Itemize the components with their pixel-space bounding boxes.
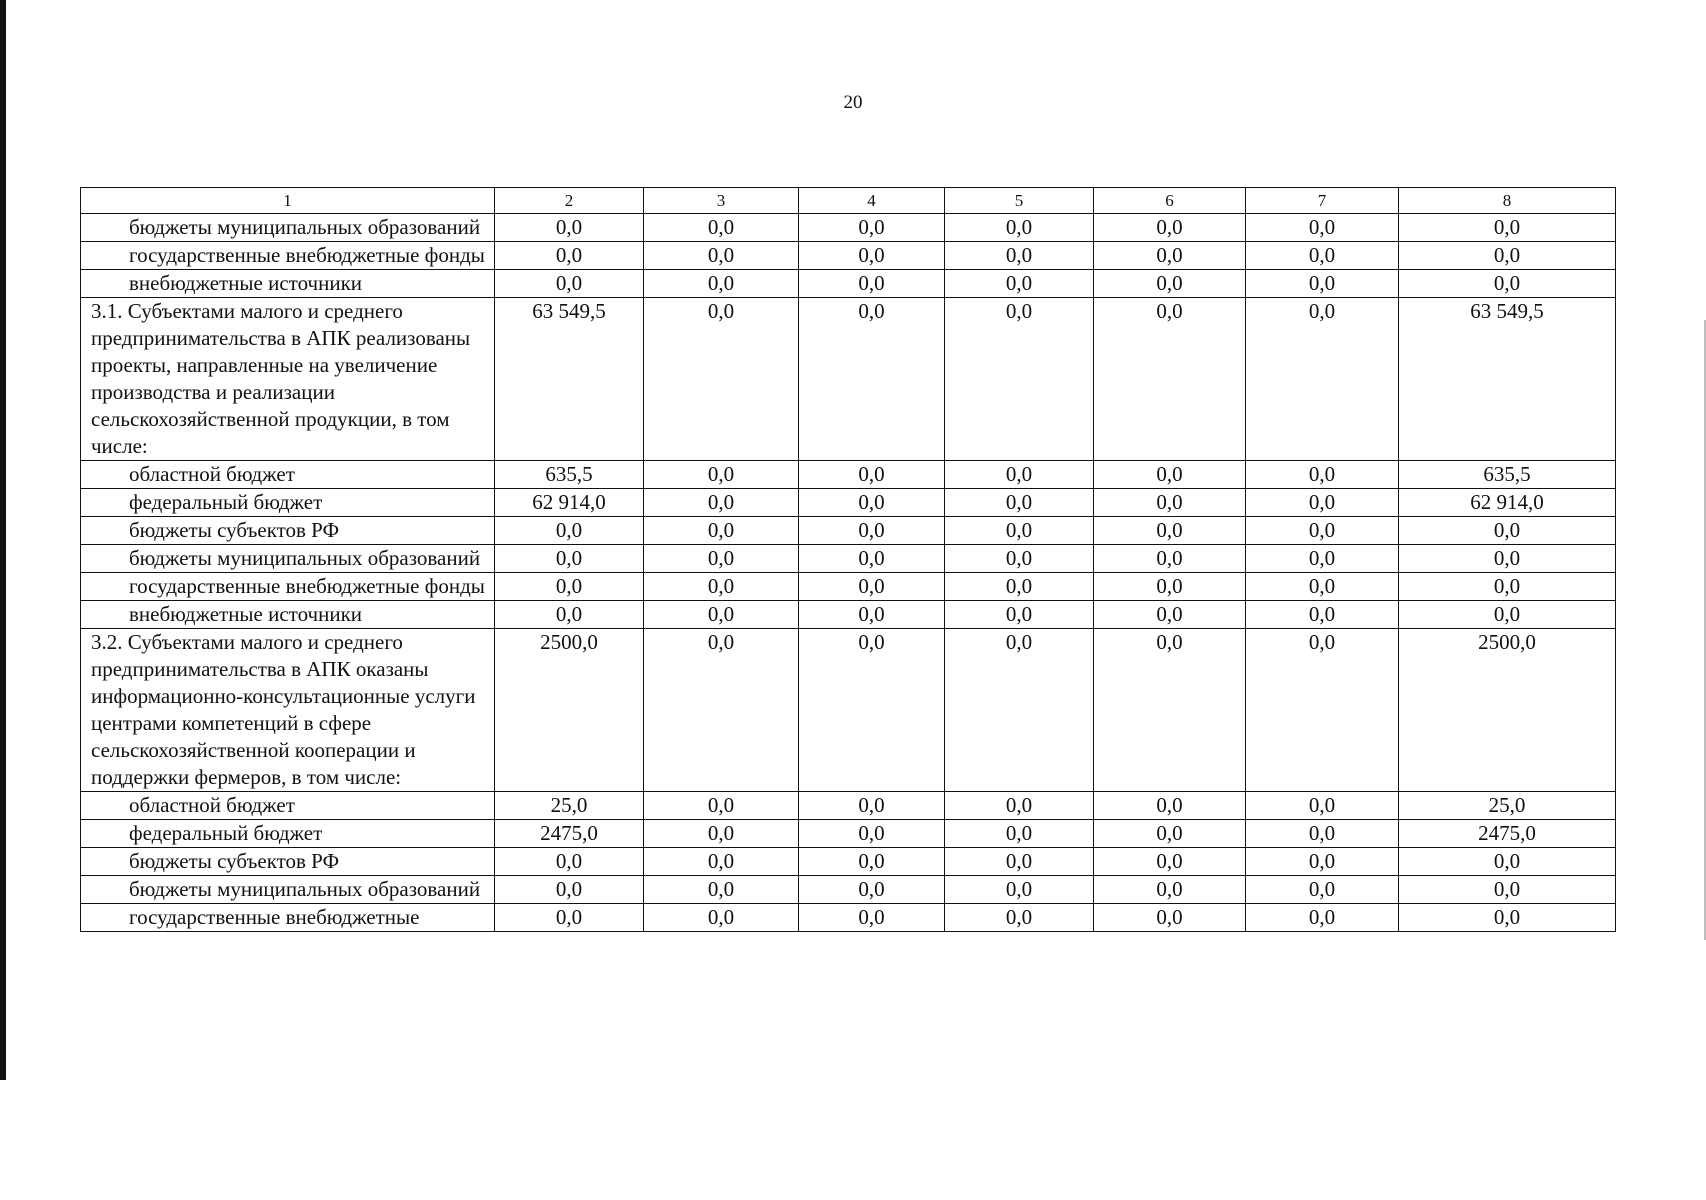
value-cell: 62 914,0 — [495, 489, 644, 517]
value-cell: 0,0 — [1094, 298, 1246, 461]
value-cell: 2500,0 — [495, 629, 644, 792]
value-cell: 0,0 — [1246, 629, 1399, 792]
value-cell: 0,0 — [945, 601, 1094, 629]
value-cell: 0,0 — [644, 298, 799, 461]
value-cell: 0,0 — [495, 601, 644, 629]
table-row — [81, 461, 1616, 489]
value-cell: 0,0 — [1246, 270, 1399, 298]
value-cell: 0,0 — [495, 848, 644, 876]
column-header: 1 — [81, 188, 495, 214]
source-label-cell: бюджеты субъектов РФ — [81, 848, 495, 876]
column-header: 3 — [644, 188, 799, 214]
source-label-cell: бюджеты субъектов РФ — [81, 517, 495, 545]
source-label-cell: бюджеты муниципальных образований — [81, 876, 495, 904]
value-cell: 0,0 — [1246, 904, 1399, 932]
source-label-cell: государственные внебюджетные фонды — [81, 573, 495, 601]
value-cell: 0,0 — [1246, 792, 1399, 820]
value-cell: 0,0 — [945, 489, 1094, 517]
value-cell: 0,0 — [644, 517, 799, 545]
value-cell: 63 549,5 — [1399, 298, 1616, 461]
value-cell: 635,5 — [495, 461, 644, 489]
value-cell: 0,0 — [1094, 517, 1246, 545]
value-cell: 25,0 — [495, 792, 644, 820]
value-cell: 0,0 — [945, 820, 1094, 848]
value-cell: 2500,0 — [1399, 629, 1616, 792]
value-cell: 0,0 — [644, 242, 799, 270]
value-cell: 0,0 — [945, 461, 1094, 489]
value-cell: 0,0 — [1246, 517, 1399, 545]
value-cell: 0,0 — [1094, 820, 1246, 848]
value-cell: 0,0 — [799, 270, 945, 298]
value-cell: 0,0 — [495, 270, 644, 298]
value-cell: 0,0 — [644, 461, 799, 489]
value-cell: 0,0 — [1399, 601, 1616, 629]
value-cell: 0,0 — [1246, 545, 1399, 573]
value-cell: 0,0 — [1246, 573, 1399, 601]
value-cell: 0,0 — [644, 573, 799, 601]
value-cell: 0,0 — [799, 242, 945, 270]
column-header: 2 — [495, 188, 644, 214]
value-cell: 0,0 — [495, 573, 644, 601]
value-cell: 0,0 — [799, 573, 945, 601]
value-cell: 0,0 — [799, 848, 945, 876]
value-cell: 0,0 — [1246, 820, 1399, 848]
value-cell: 63 549,5 — [495, 298, 644, 461]
value-cell: 0,0 — [799, 545, 945, 573]
value-cell: 0,0 — [799, 876, 945, 904]
value-cell: 0,0 — [1399, 573, 1616, 601]
value-cell: 0,0 — [1094, 601, 1246, 629]
value-cell: 0,0 — [1094, 270, 1246, 298]
value-cell: 0,0 — [1094, 214, 1246, 242]
value-cell: 0,0 — [945, 214, 1094, 242]
column-header: 4 — [799, 188, 945, 214]
table-row — [81, 601, 1616, 629]
value-cell: 2475,0 — [495, 820, 644, 848]
source-label-cell: бюджеты муниципальных образований — [81, 214, 495, 242]
value-cell: 0,0 — [495, 876, 644, 904]
value-cell: 0,0 — [644, 792, 799, 820]
value-cell: 0,0 — [1094, 242, 1246, 270]
source-label-cell: внебюджетные источники — [81, 601, 495, 629]
value-cell: 0,0 — [1399, 876, 1616, 904]
value-cell: 0,0 — [1094, 573, 1246, 601]
scan-edge-left — [0, 0, 6, 1080]
value-cell: 0,0 — [945, 573, 1094, 601]
source-label-cell: бюджеты муниципальных образований — [81, 545, 495, 573]
column-header: 8 — [1399, 188, 1616, 214]
value-cell: 635,5 — [1399, 461, 1616, 489]
table-row — [81, 489, 1616, 517]
value-cell: 62 914,0 — [1399, 489, 1616, 517]
value-cell: 0,0 — [495, 517, 644, 545]
value-cell: 25,0 — [1399, 792, 1616, 820]
value-cell: 0,0 — [495, 242, 644, 270]
value-cell: 0,0 — [799, 298, 945, 461]
value-cell: 0,0 — [945, 517, 1094, 545]
table-row — [81, 876, 1616, 904]
value-cell: 0,0 — [799, 517, 945, 545]
value-cell: 0,0 — [644, 876, 799, 904]
value-cell: 0,0 — [1094, 904, 1246, 932]
value-cell: 0,0 — [1399, 214, 1616, 242]
value-cell: 0,0 — [799, 629, 945, 792]
value-cell: 0,0 — [945, 904, 1094, 932]
table-body — [81, 214, 1616, 932]
value-cell: 0,0 — [1094, 461, 1246, 489]
page-number: 20 — [843, 92, 863, 113]
source-label-cell: федеральный бюджет — [81, 820, 495, 848]
value-cell: 0,0 — [945, 876, 1094, 904]
value-cell: 0,0 — [799, 792, 945, 820]
table-row — [81, 848, 1616, 876]
value-cell: 0,0 — [1094, 792, 1246, 820]
value-cell: 0,0 — [1399, 270, 1616, 298]
value-cell: 0,0 — [644, 848, 799, 876]
table-row — [81, 517, 1616, 545]
value-cell: 0,0 — [1094, 545, 1246, 573]
value-cell: 0,0 — [644, 629, 799, 792]
source-label-cell: федеральный бюджет — [81, 489, 495, 517]
value-cell: 0,0 — [945, 270, 1094, 298]
value-cell: 0,0 — [1246, 214, 1399, 242]
value-cell: 0,0 — [644, 904, 799, 932]
source-label-cell: государственные внебюджетные фонды — [81, 242, 495, 270]
table-row — [81, 214, 1616, 242]
value-cell: 0,0 — [495, 545, 644, 573]
value-cell: 0,0 — [945, 545, 1094, 573]
table-row — [81, 270, 1616, 298]
value-cell: 0,0 — [644, 214, 799, 242]
value-cell: 0,0 — [945, 792, 1094, 820]
value-cell: 0,0 — [1246, 298, 1399, 461]
column-header: 5 — [945, 188, 1094, 214]
value-cell: 0,0 — [799, 214, 945, 242]
value-cell: 0,0 — [1399, 242, 1616, 270]
value-cell: 0,0 — [495, 214, 644, 242]
value-cell: 0,0 — [644, 820, 799, 848]
value-cell: 0,0 — [1094, 489, 1246, 517]
value-cell: 0,0 — [1094, 629, 1246, 792]
value-cell: 0,0 — [1399, 545, 1616, 573]
budget-table — [80, 187, 1616, 932]
value-cell: 0,0 — [495, 904, 644, 932]
value-cell: 0,0 — [1246, 242, 1399, 270]
table-row — [81, 820, 1616, 848]
value-cell: 0,0 — [1246, 848, 1399, 876]
table-row — [81, 242, 1616, 270]
value-cell: 0,0 — [799, 904, 945, 932]
value-cell: 0,0 — [1399, 848, 1616, 876]
table-row — [81, 545, 1616, 573]
value-cell: 0,0 — [799, 461, 945, 489]
value-cell: 0,0 — [799, 601, 945, 629]
table-row — [81, 904, 1616, 932]
value-cell: 0,0 — [945, 629, 1094, 792]
section-title-cell: 3.2. Субъектами малого и среднего предпринимательства в АПК оказаны информационно-консультационные услуги центрами компетенций в сфере сельскохозяйственной кооперации и поддержки фермеров, в том числе: — [81, 629, 495, 792]
value-cell: 0,0 — [644, 545, 799, 573]
value-cell: 0,0 — [644, 489, 799, 517]
value-cell: 0,0 — [799, 489, 945, 517]
source-label-cell: государственные внебюджетные — [81, 904, 495, 932]
source-label-cell: областной бюджет — [81, 792, 495, 820]
value-cell: 0,0 — [945, 298, 1094, 461]
value-cell: 0,0 — [1246, 461, 1399, 489]
table-row — [81, 298, 1616, 461]
value-cell: 0,0 — [1094, 876, 1246, 904]
header-row — [81, 188, 1616, 214]
section-title-cell: 3.1. Субъектами малого и среднего предпринимательства в АПК реализованы проекты, направленные на увеличение производства и реализации сельскохозяйственной продукции, в том числе: — [81, 298, 495, 461]
column-header: 7 — [1246, 188, 1399, 214]
value-cell: 0,0 — [1094, 848, 1246, 876]
value-cell: 2475,0 — [1399, 820, 1616, 848]
table-row — [81, 629, 1616, 792]
column-header: 6 — [1094, 188, 1246, 214]
value-cell: 0,0 — [644, 270, 799, 298]
table-row — [81, 792, 1616, 820]
source-label-cell: внебюджетные источники — [81, 270, 495, 298]
value-cell: 0,0 — [644, 601, 799, 629]
value-cell: 0,0 — [945, 848, 1094, 876]
value-cell: 0,0 — [1246, 601, 1399, 629]
value-cell: 0,0 — [1246, 876, 1399, 904]
value-cell: 0,0 — [1399, 904, 1616, 932]
value-cell: 0,0 — [1399, 517, 1616, 545]
source-label-cell: областной бюджет — [81, 461, 495, 489]
value-cell: 0,0 — [799, 820, 945, 848]
value-cell: 0,0 — [945, 242, 1094, 270]
value-cell: 0,0 — [1246, 489, 1399, 517]
table-row — [81, 573, 1616, 601]
